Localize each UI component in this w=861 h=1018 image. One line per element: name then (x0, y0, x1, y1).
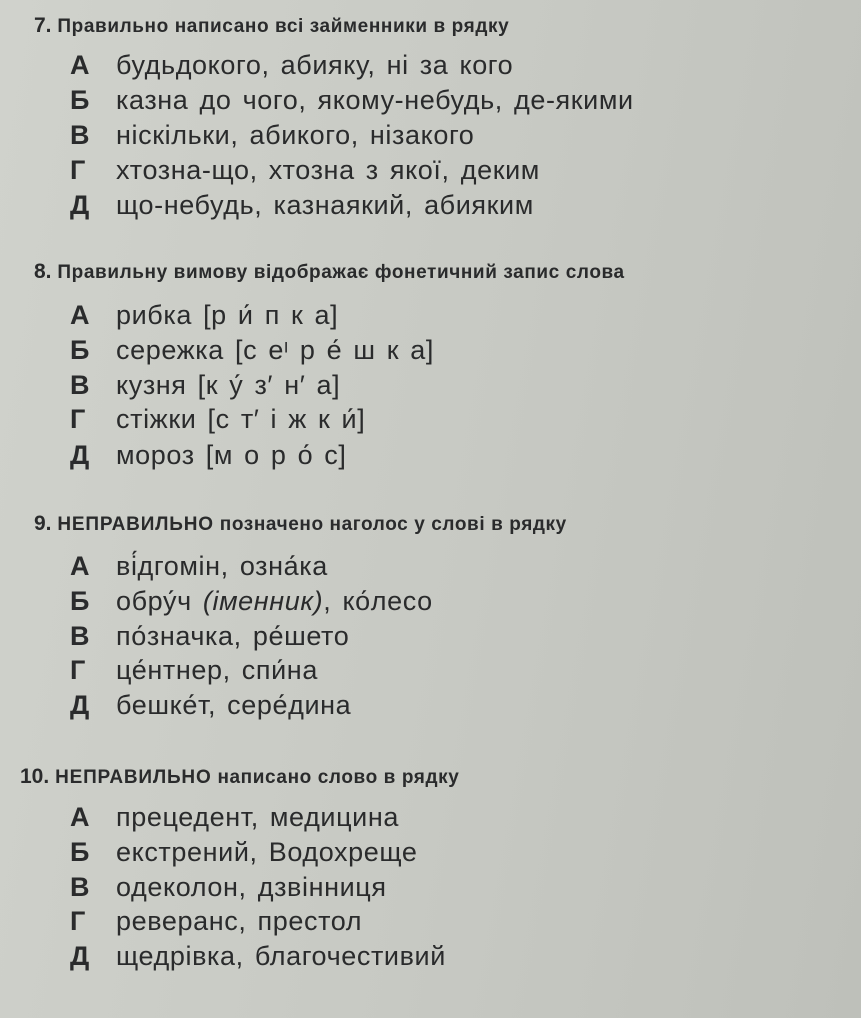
option-text: рибка [р и́ п к а] (116, 300, 339, 330)
option-letter: В (70, 872, 90, 902)
option-a (70, 298, 338, 332)
option-letter: А (70, 551, 90, 581)
question-number: 9. (34, 512, 52, 535)
question-number: 7. (34, 14, 52, 37)
option-text: хтозна-що, хтозна з якої, деким (116, 155, 540, 185)
option-letter: А (70, 300, 90, 330)
option-text: це́нтнер, спи́на (116, 655, 318, 685)
option-letter: Г (70, 404, 86, 434)
question-header (20, 765, 459, 789)
option-a (70, 549, 328, 583)
option-h (70, 402, 365, 436)
option-v (70, 118, 474, 152)
option-letter: Д (70, 190, 90, 220)
option-text: мороз [м о р о́ с] (116, 440, 347, 470)
option-h (70, 153, 540, 187)
option-text: будьдокого, абияку, ні за кого (116, 50, 514, 80)
question-number: 10. (20, 765, 50, 788)
option-letter: Б (70, 85, 90, 115)
option-a (70, 800, 399, 834)
option-d (70, 939, 446, 973)
question-header (34, 260, 625, 284)
question-title: написано слово в рядку (217, 767, 460, 788)
option-b (70, 83, 634, 117)
option-text-italic: (іменник) (202, 586, 324, 616)
question-header (34, 14, 509, 38)
option-v (70, 619, 349, 653)
option-text: ві́дгомін, озна́ка (116, 551, 328, 581)
option-text: ніскільки, абикого, нізакого (116, 120, 475, 150)
option-d (70, 188, 534, 222)
option-text: прецедент, медицина (116, 802, 399, 832)
option-letter: Б (70, 586, 90, 616)
option-letter: В (70, 370, 90, 400)
option-text: сережка [с еᶦ р е́ ш к а] (116, 335, 434, 365)
option-b (70, 835, 417, 869)
option-letter: Д (70, 690, 90, 720)
option-letter: Г (70, 906, 86, 936)
option-h (70, 653, 318, 687)
question-title: позначено наголос у слові в рядку (219, 514, 567, 535)
option-text: кузня [к у́ з′ н′ а] (116, 370, 341, 400)
option-text: щедрівка, благочестивий (116, 941, 446, 971)
option-text: реверанс, престол (116, 906, 363, 936)
option-letter: Д (70, 941, 90, 971)
option-text-main: обру́ч (116, 586, 192, 616)
question-title: Правильну вимову відображає фонетичний запис слова (57, 262, 625, 283)
option-letter: В (70, 621, 90, 651)
question-emphasis: НЕПРАВИЛЬНО (55, 767, 212, 788)
option-a (70, 48, 513, 82)
option-letter: А (70, 50, 90, 80)
option-v (70, 870, 387, 904)
option-letter: Г (70, 655, 86, 685)
option-letter: Д (70, 440, 90, 470)
option-b (70, 584, 433, 618)
option-letter: В (70, 120, 90, 150)
option-b (70, 333, 434, 367)
option-letter: Б (70, 335, 90, 365)
option-letter: Б (70, 837, 90, 867)
option-text (116, 586, 433, 616)
option-text: одеколон, дзвінниця (116, 872, 387, 902)
question-title: Правильно написано всі займенники в рядку (57, 16, 510, 37)
question-header (34, 512, 567, 536)
option-letter: А (70, 802, 90, 832)
question-emphasis: НЕПРАВИЛЬНО (57, 514, 214, 535)
option-letter: Г (70, 155, 86, 185)
option-text: стіжки [с т′ і ж к и́] (116, 404, 366, 434)
option-text: по́значка, ре́шето (116, 621, 350, 651)
option-d (70, 688, 351, 722)
option-text: екстрений, Водохреще (116, 837, 418, 867)
option-text: бешке́т, сере́дина (116, 690, 352, 720)
option-v (70, 368, 340, 402)
option-h (70, 904, 362, 938)
option-d (70, 438, 347, 472)
question-number: 8. (34, 260, 52, 283)
option-text: що-небудь, казнаякий, абияким (116, 190, 534, 220)
option-text: казна до чого, якому-небудь, де-якими (116, 85, 634, 115)
option-text-tail: , ко́лесо (323, 586, 433, 616)
